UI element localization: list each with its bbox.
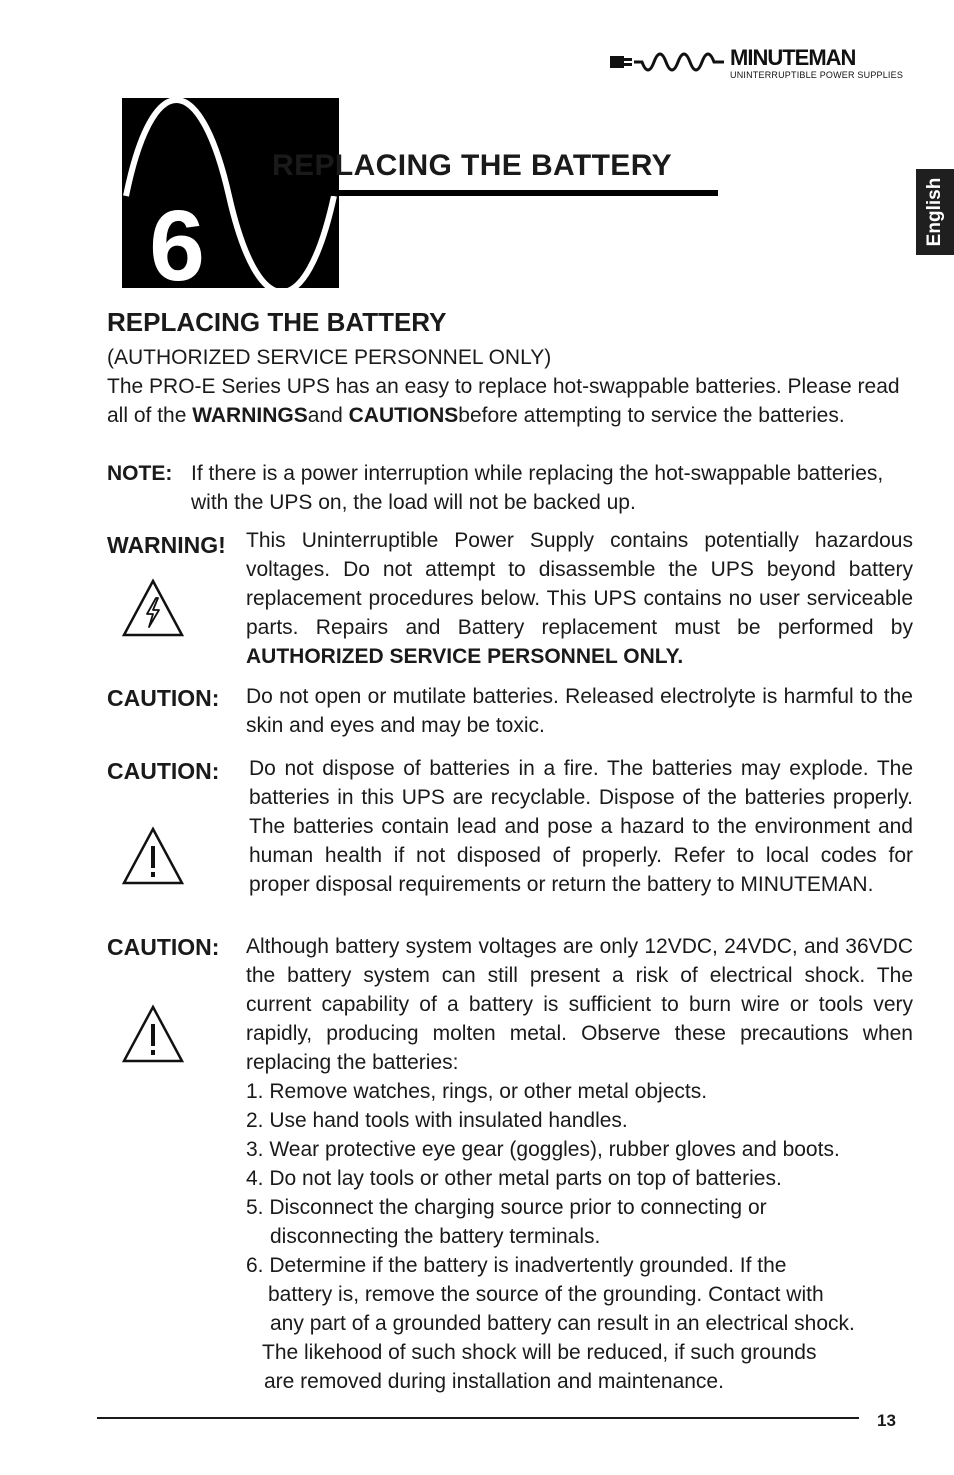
list-item: 5. Disconnect the charging source prior to connecting or bbox=[246, 1196, 767, 1219]
caution-text: Although battery system voltages are only 12VDC, 24VDC, and 36VDC the battery system can still present a risk of electrical shock. The current capability of a battery is sufficient to burn wire or tools very rapidly, producing molten metal. Observe these precautions when replacing the batteries: bbox=[246, 935, 913, 1074]
caution-label: CAUTION: bbox=[107, 758, 220, 784]
warning-body: This Uninterruptible Power Supply contains potentially hazardous voltages. Do not attempt to disassemble the UPS beyond battery replacement procedures below. This UPS contains no user serviceable parts. Repairs and Battery replacement must be performed by bbox=[246, 529, 913, 639]
exclamation-warning-icon bbox=[121, 1004, 185, 1069]
caution-label: CAUTION: bbox=[107, 934, 220, 960]
language-tab bbox=[916, 169, 954, 255]
list-item: battery is, remove the source of the grounding. Contact with bbox=[268, 1283, 824, 1306]
chapter-title: REPLACING THE BATTERY bbox=[272, 149, 673, 182]
list-item: The likehood of such shock will be reduced, if such grounds bbox=[262, 1341, 817, 1364]
section-heading: REPLACING THE BATTERY bbox=[107, 307, 447, 337]
section-subheading: (AUTHORIZED SERVICE PERSONNEL ONLY) bbox=[107, 346, 552, 369]
intro-text-mid: and bbox=[307, 404, 349, 427]
chapter-number: 6 bbox=[149, 190, 205, 288]
list-item: 6. Determine if the battery is inadvertently grounded. If the bbox=[246, 1254, 787, 1277]
chapter-title-rule bbox=[258, 190, 718, 196]
list-item: are removed during installation and maintenance. bbox=[264, 1370, 724, 1393]
warning-text bbox=[246, 526, 913, 671]
intro-warnings-emphasis: WARNINGS bbox=[192, 404, 308, 427]
list-item: any part of a grounded battery can result in an electrical shock. bbox=[270, 1312, 855, 1335]
list-item: 2. Use hand tools with insulated handles. bbox=[246, 1109, 628, 1132]
warning-label: WARNING! bbox=[107, 532, 226, 558]
list-item: 1. Remove watches, rings, or other metal objects. bbox=[246, 1080, 708, 1103]
exclamation-warning-icon bbox=[121, 826, 185, 891]
caution-label: CAUTION: bbox=[107, 685, 220, 711]
warning-emphasis: AUTHORIZED SERVICE PERSONNEL ONLY. bbox=[246, 645, 684, 668]
language-tab-label: English bbox=[924, 177, 945, 247]
intro-paragraph bbox=[107, 372, 915, 430]
high-voltage-warning-icon bbox=[121, 578, 185, 643]
precaution-list bbox=[246, 1077, 926, 1396]
intro-text-end: before attempting to service the batteries. bbox=[458, 404, 845, 427]
brand-name: MINUTEMAN bbox=[730, 45, 856, 70]
page-number: 13 bbox=[877, 1411, 896, 1430]
intro-text-start: The PRO-E Series UPS has an easy to replace hot-swappable batteries. Please read all of the bbox=[107, 375, 900, 427]
note-label: NOTE: bbox=[107, 462, 173, 485]
plug-wave-icon bbox=[608, 48, 726, 82]
note-text: If there is a power interruption while replacing the hot-swappable batteries, with the UPS on, the load will not be backed up. bbox=[191, 462, 884, 514]
intro-cautions-emphasis: CAUTIONS bbox=[348, 404, 459, 427]
brand-logo bbox=[608, 44, 908, 86]
list-item: disconnecting the battery terminals. bbox=[270, 1225, 601, 1248]
caution-text: Do not dispose of batteries in a fire. The batteries may explode. The batteries in this UPS are recyclable. Dispose of the batteries properly. The batteries contain lead and pose a hazard to the environment and human health if not disposed of properly. Refer to local codes for proper disposal requirements or return the battery to MINUTEMAN. bbox=[249, 757, 913, 896]
list-item: 4. Do not lay tools or other metal parts on top of batteries. bbox=[246, 1167, 782, 1190]
list-item: 3. Wear protective eye gear (goggles), rubber gloves and boots. bbox=[246, 1138, 840, 1161]
caution-text: Do not open or mutilate batteries. Released electrolyte is harmful to the skin and eyes and may be toxic. bbox=[246, 685, 913, 737]
footer-rule bbox=[97, 1417, 859, 1419]
brand-tagline: UNINTERRUPTIBLE POWER SUPPLIES bbox=[730, 70, 904, 80]
